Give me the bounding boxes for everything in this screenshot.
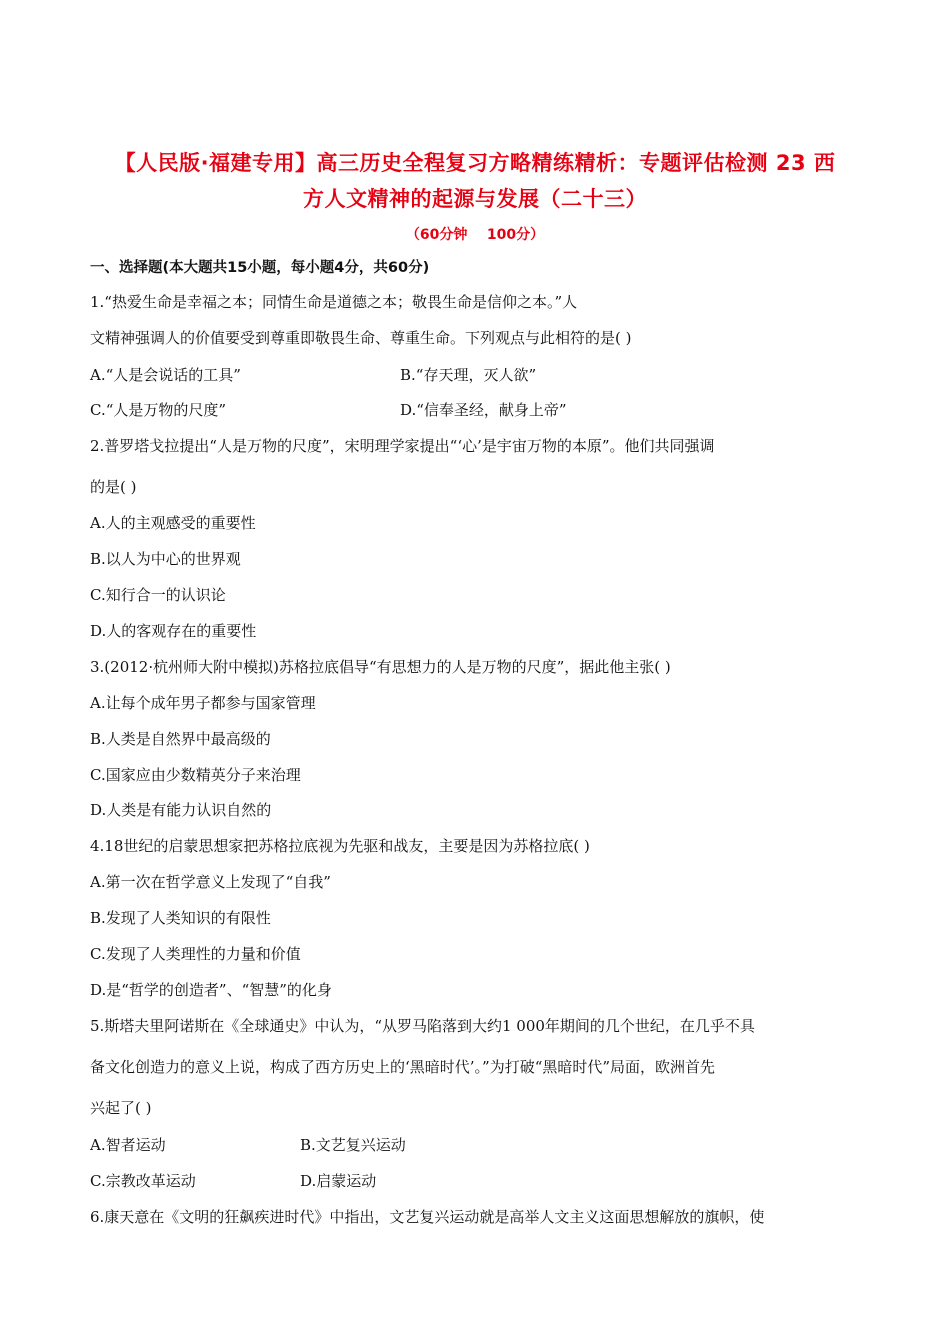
q4-stem-line1: 4.18世纪的启蒙思想家把苏格拉底视为先驱和战友，主要是因为苏格拉底( ) [90, 837, 590, 855]
q1-stem-line1: 1.“热爱生命是幸福之本；同情生命是道德之本；敬畏生命是信仰之本。”人 [90, 293, 578, 311]
q4-option-d: D.是“哲学的创造者”、“智慧”的化身 [90, 981, 332, 999]
document-title-line2: 方人文精神的起源与发展（二十三） [303, 187, 647, 211]
q5-option-d: D.启蒙运动 [300, 1172, 377, 1190]
q5-option-b: B.文艺复兴运动 [300, 1136, 406, 1154]
q1-option-d: D.“信奉圣经，献身上帝” [400, 401, 567, 419]
q1-option-a: A.“人是会说话的工具” [90, 366, 241, 384]
q2-option-d: D.人的客观存在的重要性 [90, 622, 257, 640]
q2-option-c: C.知行合一的认识论 [90, 586, 226, 604]
q3-option-a: A.让每个成年男子都参与国家管理 [90, 694, 316, 712]
q5-option-a: A.智者运动 [90, 1136, 166, 1154]
q2-stem-line2: 的是( ) [90, 478, 137, 496]
q1-stem-line2: 文精神强调人的价值要受到尊重即敬畏生命、尊重生命。下列观点与此相符的是( ) [90, 329, 632, 347]
q5-stem-line1: 5.斯塔夫里阿诺斯在《全球通史》中认为，“从罗马陷落到大约1 000年期间的几个世纪，在几乎不具 [90, 1017, 755, 1035]
q3-option-b: B.人类是自然界中最高级的 [90, 730, 271, 748]
q3-stem-line1: 3.(2012·杭州师大附中模拟)苏格拉底倡导“有思想力的人是万物的尺度”，据此他主张( ) [90, 658, 671, 676]
q1-option-c: C.“人是万物的尺度” [90, 401, 227, 419]
q5-option-c: C.宗教改革运动 [90, 1172, 196, 1190]
document-title-line1: 【人民版·福建专用】高三历史全程复习方略精练精析：专题评估检测 23 西 [114, 151, 836, 175]
q1-option-b: B.“存天理，灭人欲” [400, 366, 537, 384]
q4-option-c: C.发现了人类理性的力量和价值 [90, 945, 301, 963]
section-heading: 一、选择题(本大题共15小题，每小题4分，共60分) [90, 260, 430, 276]
document-subtitle: （60分钟 100分） [405, 227, 545, 243]
q4-option-b: B.发现了人类知识的有限性 [90, 909, 271, 927]
q5-stem-line3: 兴起了( ) [90, 1099, 152, 1117]
q2-option-a: A.人的主观感受的重要性 [90, 514, 256, 532]
q6-stem-line1: 6.康天意在《文明的狂飙疾进时代》中指出，文艺复兴运动就是高举人文主义这面思想解放的旗帜，使 [90, 1208, 765, 1226]
q3-option-d: D.人类是有能力认识自然的 [90, 801, 272, 819]
q5-stem-line2: 备文化创造力的意义上说，构成了西方历史上的‘黑暗时代’。”为打破“黑暗时代”局面，欧洲首先 [90, 1058, 716, 1076]
q4-option-a: A.第一次在哲学意义上发现了“自我” [90, 873, 331, 891]
q2-stem-line1: 2.普罗塔戈拉提出“人是万物的尺度”，宋明理学家提出“‘心’是宇宙万物的本原”。他们共同强调 [90, 437, 715, 455]
q2-option-b: B.以人为中心的世界观 [90, 550, 241, 568]
q3-option-c: C.国家应由少数精英分子来治理 [90, 766, 301, 784]
